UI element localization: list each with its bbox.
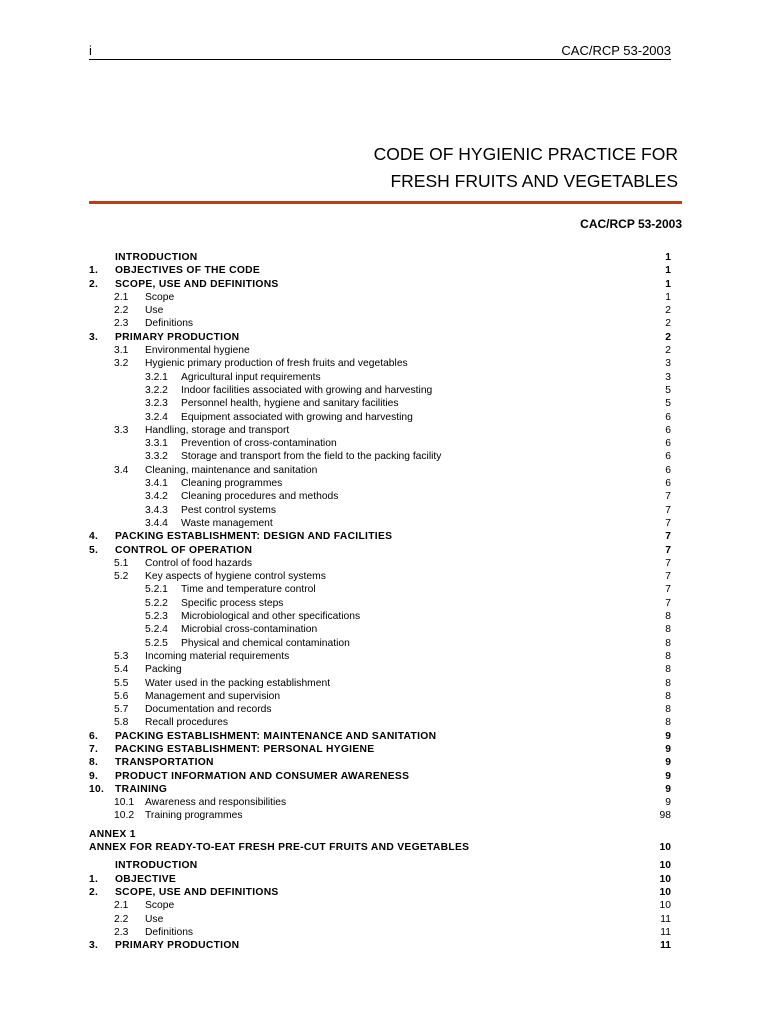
toc-entry-number: 2.1 [114,900,129,912]
toc-entry-title: Awareness and responsibilities [145,797,287,809]
toc-entry-number: 3.3.1 [145,438,168,450]
toc-entry-title: Microbial cross-contamination [181,624,318,636]
toc-entry-title: Control of food hazards [145,557,253,569]
toc-entry[interactable] [89,939,671,952]
toc-entry-page: 98 [659,810,671,822]
toc-entry-page: 8 [665,677,671,689]
toc-entry-title: Key aspects of hygiene control systems [145,571,326,583]
toc-entry-title: Packing [145,664,182,676]
toc-entry[interactable] [89,317,671,330]
toc-entry[interactable] [89,397,671,410]
toc-entry-title: Storage and transport from the field to the packing facility [181,451,442,463]
toc-entry-page: 2 [665,318,671,330]
toc-entry-number: 3.2.2 [145,384,168,396]
table-of-contents [89,251,671,952]
toc-entry[interactable] [89,690,671,703]
toc-entry-number: 3.2.4 [145,411,168,423]
toc-entry-title: Training programmes [145,810,243,822]
toc-entry-number: 5.1 [114,557,129,569]
toc-entry-number: 2.1 [114,291,129,303]
toc-entry[interactable] [89,530,671,543]
toc-entry-title: OBJECTIVE [115,873,177,885]
toc-entry-number: 3. [89,940,99,952]
toc-entry-page: 7 [665,517,671,529]
toc-entry-number: 2.3 [114,318,129,330]
toc-entry-number: 5. [89,544,99,556]
toc-entry-title: CONTROL OF OPERATION [115,544,253,556]
toc-entry-page: 6 [665,478,671,490]
toc-entry-page: 11 [660,913,671,925]
toc-entry-page: 9 [665,743,671,755]
toc-entry-page: 8 [665,704,671,716]
toc-entry[interactable] [89,477,671,490]
toc-entry-page: 7 [665,584,671,596]
toc-entry[interactable] [89,756,671,769]
toc-entry[interactable] [89,557,671,570]
toc-entry[interactable] [89,344,671,357]
toc-entry-number: 10. [89,783,105,795]
toc-entry-title: TRAINING [115,783,168,795]
toc-entry-title: Agricultural input requirements [181,371,321,383]
title-rule [89,201,682,204]
toc-entry[interactable] [89,411,671,424]
toc-entry-title: Equipment associated with growing and harvesting [181,411,413,423]
toc-entry-page: 5 [665,384,671,396]
toc-entry-page: 6 [665,424,671,436]
toc-entry[interactable] [89,597,671,610]
toc-entry-title: ANNEX FOR READY-TO-EAT FRESH PRE-CUT FRUITS AND VEGETABLES [89,842,470,854]
toc-entry[interactable] [89,886,671,899]
toc-entry-number: 2.2 [114,305,129,317]
toc-entry-title: Use [145,305,164,317]
toc-entry-title: Waste management [181,517,273,529]
toc-entry-title: Hygienic primary production of fresh fruits and vegetables [145,358,408,370]
toc-entry-number: 1. [89,265,99,277]
toc-entry-page: 7 [665,504,671,516]
toc-entry-page: 7 [665,491,671,503]
toc-entry[interactable] [89,291,671,304]
toc-entry-title: Indoor facilities associated with growing and harvesting [181,384,433,396]
toc-entry-number: 3.4.4 [145,517,168,529]
toc-entry-number: 6. [89,730,99,742]
toc-entry[interactable] [89,677,671,690]
toc-entry-number: 5.2.1 [145,584,168,596]
toc-entry-number: 3.4.1 [145,478,168,490]
toc-entry[interactable] [89,783,671,796]
toc-entry-page: 9 [665,783,671,795]
toc-entry-number: 5.4 [114,664,129,676]
toc-entry[interactable] [89,544,671,557]
toc-entry-page: 11 [660,940,671,952]
toc-entry-title: Incoming material requirements [145,650,290,662]
header-document-code: CAC/RCP 53-2003 [561,43,671,58]
toc-entry-number: 3.4.3 [145,504,168,516]
toc-entry[interactable] [89,384,671,397]
toc-entry-title: PACKING ESTABLISHMENT: MAINTENANCE AND SANITATION [115,730,437,742]
toc-entry-number: 1. [89,873,99,885]
toc-entry-title: SCOPE, USE AND DEFINITIONS [115,886,279,898]
toc-entry-title: Handling, storage and transport [145,424,290,436]
toc-entry-page: 1 [665,291,671,303]
toc-entry-number: 5.2 [114,571,129,583]
toc-entry-page: 8 [665,624,671,636]
toc-entry-page: 1 [665,265,671,277]
toc-entry-title: Scope [145,291,175,303]
toc-entry-page: 6 [665,411,671,423]
toc-entry-number: 5.2.2 [145,597,168,609]
toc-entry[interactable] [89,450,671,463]
toc-entry[interactable] [89,424,671,437]
toc-entry-page: 8 [665,664,671,676]
toc-entry-number: 3.2 [114,358,129,370]
toc-entry-title: SCOPE, USE AND DEFINITIONS [115,278,279,290]
toc-entry-title: Water used in the packing establishment [145,677,331,689]
toc-entry[interactable] [89,251,671,264]
toc-entry-title: PACKING ESTABLISHMENT: DESIGN AND FACILITIES [115,531,393,543]
toc-entry-title: Recall procedures [145,717,228,729]
toc-entry[interactable] [89,663,671,676]
toc-entry-page: 3 [665,371,671,383]
toc-entry-page: 11 [660,926,671,938]
toc-entry[interactable] [89,926,671,939]
toc-entry-number: 3.1 [114,345,129,357]
toc-entry[interactable] [89,278,671,291]
toc-entry-page: 7 [665,544,671,556]
toc-entry-page: 7 [665,597,671,609]
toc-entry-title: TRANSPORTATION [115,757,214,769]
toc-entry-number: 8. [89,757,99,769]
header-page-number: i [89,43,92,58]
toc-entry-page: 8 [665,611,671,623]
toc-entry-page: 7 [665,557,671,569]
toc-entry-title: Scope [145,900,175,912]
toc-entry-number: 5.6 [114,690,129,702]
toc-entry[interactable] [89,570,671,583]
toc-entry-number: 10.2 [114,810,135,822]
toc-entry-number: 5.3 [114,650,129,662]
toc-entry-page: 7 [665,531,671,543]
toc-entry-title: PRIMARY PRODUCTION [115,331,240,343]
toc-entry[interactable] [89,770,671,783]
toc-entry-number: 3.2.1 [145,371,168,383]
toc-entry-page: 6 [665,438,671,450]
toc-entry-number: 2. [89,886,99,898]
toc-entry-page: 8 [665,637,671,649]
toc-entry[interactable] [89,743,671,756]
toc-entry[interactable] [89,437,671,450]
toc-entry[interactable] [89,331,671,344]
toc-entry-page: 1 [665,278,671,290]
toc-entry[interactable] [89,623,671,636]
toc-entry-page: 2 [665,305,671,317]
toc-entry-title: PRIMARY PRODUCTION [115,940,240,952]
toc-entry-page: 1 [665,252,671,263]
toc-entry[interactable] [89,357,671,370]
toc-entry-title: Definitions [145,318,194,330]
toc-entry[interactable] [89,464,671,477]
toc-entry-title: Definitions [145,926,194,938]
toc-entry[interactable] [89,809,671,822]
toc-entry-number: 5.5 [114,677,129,689]
toc-entry-number: 7. [89,743,99,755]
toc-entry[interactable] [89,796,671,809]
toc-entry-number: 3.4.2 [145,491,168,503]
toc-entry-page: 10 [659,860,671,872]
toc-entry-number: 5.2.5 [145,637,168,649]
toc-entry-title: Documentation and records [145,704,272,716]
toc-entry-title: Cleaning procedures and methods [181,491,339,503]
toc-entry[interactable] [89,703,671,716]
toc-entry-title: Microbiological and other specifications [181,611,361,623]
toc-entry[interactable] [89,517,671,530]
document-title [374,141,678,195]
toc-entry-number: 5.2.4 [145,624,168,636]
toc-entry-number: 2.2 [114,913,129,925]
toc-entry-number: 4. [89,531,99,543]
toc-entry-page: 10 [659,842,671,854]
toc-entry-page: 10 [659,886,671,898]
toc-entry-page: 3 [665,358,671,370]
toc-entry-number: 5.7 [114,704,129,716]
toc-entry[interactable] [89,841,671,854]
toc-entry-page: 6 [665,451,671,463]
title-line-2: FRESH FRUITS AND VEGETABLES [390,171,678,191]
toc-entry-page: 8 [665,650,671,662]
toc-entry-title: Cleaning programmes [181,478,283,490]
toc-entry-page: 9 [665,797,671,809]
toc-entry-title: Time and temperature control [181,584,316,596]
toc-entry[interactable] [89,371,671,384]
toc-entry-number: 3.3.2 [145,451,168,463]
toc-entry-page: 7 [665,571,671,583]
toc-entry[interactable] [89,610,671,623]
toc-entry-title: Pest control systems [181,504,276,516]
toc-entry-page: 2 [665,345,671,357]
toc-entry[interactable] [89,716,671,729]
toc-entry[interactable] [89,490,671,503]
toc-entry-page: 8 [665,690,671,702]
toc-entry-title: PRODUCT INFORMATION AND CONSUMER AWARENESS [115,770,410,782]
toc-entry[interactable] [89,899,671,912]
toc-entry-title: Personnel health, hygiene and sanitary facilities [181,398,399,410]
toc-entry-page: 9 [665,770,671,782]
toc-entry-number: 5.2.3 [145,611,168,623]
toc-entry-title: Physical and chemical contamination [181,637,350,649]
toc-entry[interactable] [89,730,671,743]
toc-entry-number: 3. [89,331,99,343]
toc-entry-number: 2.3 [114,926,129,938]
toc-entry[interactable] [89,583,671,596]
toc-entry-title: Management and supervision [145,690,281,702]
toc-entry[interactable] [89,859,671,872]
toc-entry[interactable] [89,504,671,517]
toc-entry-title: ANNEX 1 [89,828,136,840]
toc-entry-title: Cleaning, maintenance and sanitation [145,464,318,476]
toc-entry[interactable] [89,304,671,317]
toc-entry[interactable] [89,873,671,886]
toc-entry[interactable] [89,637,671,650]
toc-entry-page: 8 [665,717,671,729]
toc-entry-page: 9 [665,757,671,769]
toc-entry-number: 2. [89,278,99,290]
toc-entry-page: 10 [659,900,671,912]
toc-entry[interactable] [89,264,671,277]
toc-entry-title: Environmental hygiene [145,345,250,357]
toc-entry-page: 5 [665,398,671,410]
toc-entry-title: OBJECTIVES OF THE CODE [115,265,261,277]
toc-entry[interactable] [89,650,671,663]
toc-entry-number: 3.4 [114,464,129,476]
toc-entry-number: 9. [89,770,99,782]
toc-entry-number: 3.2.3 [145,398,168,410]
toc-entry-title: INTRODUCTION [115,860,198,872]
toc-entry-title: Prevention of cross-contamination [181,438,337,450]
toc-entry-number: 3.3 [114,424,129,436]
toc-entry-page: 9 [665,730,671,742]
toc-entry-title: PACKING ESTABLISHMENT: PERSONAL HYGIENE [115,743,375,755]
running-header [89,43,671,60]
toc-entry[interactable] [89,913,671,926]
toc-entry-title: INTRODUCTION [115,252,198,263]
toc-entry-title: Use [145,913,164,925]
toc-entry-title: Specific process steps [181,597,284,609]
toc-entry-page: 6 [665,464,671,476]
toc-entry-number: 10.1 [114,797,135,809]
document-code: CAC/RCP 53-2003 [580,217,682,231]
toc-entry-number: 5.8 [114,717,129,729]
toc-entry-page: 2 [665,331,671,343]
toc-entry-page: 10 [659,873,671,885]
toc-entry[interactable] [89,828,671,841]
title-line-1: CODE OF HYGIENIC PRACTICE FOR [373,144,678,164]
